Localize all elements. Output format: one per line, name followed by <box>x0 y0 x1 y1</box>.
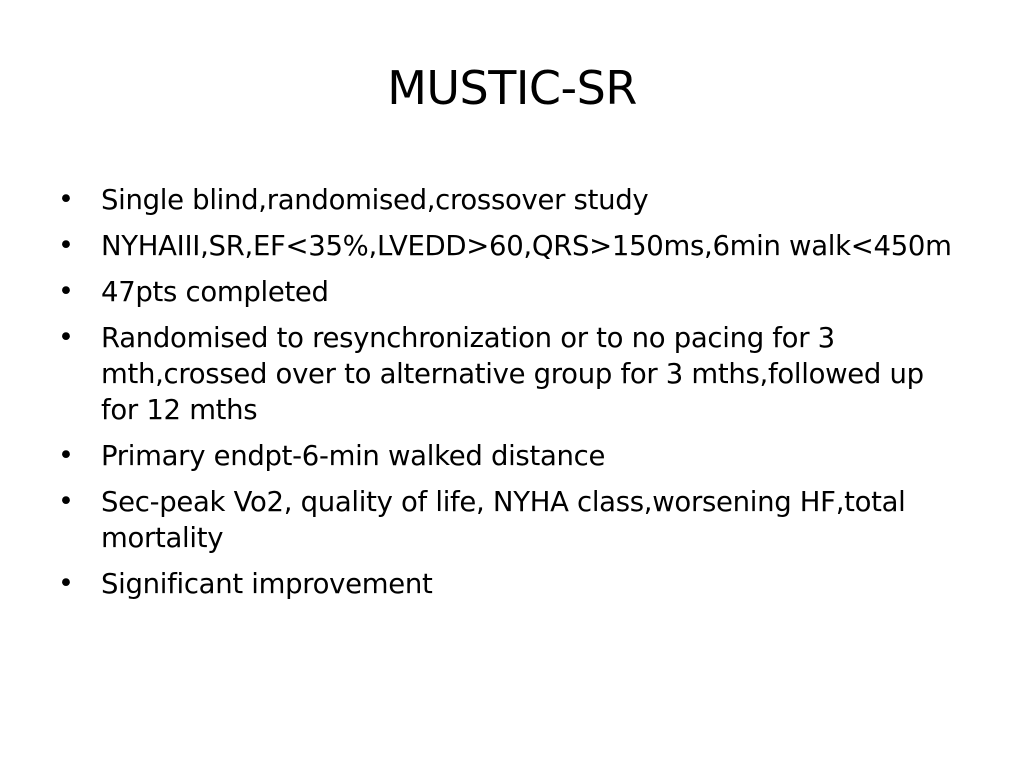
bullet-icon: • <box>58 322 74 353</box>
bullet-icon: • <box>58 230 74 261</box>
bullet-item <box>58 438 958 474</box>
bullet-icon: • <box>58 486 74 517</box>
bullet-text: Randomised to resynchronization or to no pacing for 3 mth,crossed over to alternative group for 3 mths,followed up for 12 mths <box>101 322 924 426</box>
bullet-text: Single blind,randomised,crossover study <box>101 184 649 216</box>
bullet-icon: • <box>58 568 74 599</box>
bullet-text: Sec-peak Vo2, quality of life, NYHA class,worsening HF,total mortality <box>101 486 906 554</box>
bullet-text: Primary endpt-6-min walked distance <box>101 440 606 472</box>
bullet-text: Significant improvement <box>101 568 433 600</box>
bullet-item <box>58 320 958 428</box>
bullet-list <box>58 182 958 612</box>
bullet-item <box>58 182 958 218</box>
bullet-icon: • <box>58 184 74 215</box>
bullet-item <box>58 484 958 556</box>
bullet-icon: • <box>58 440 74 471</box>
bullet-item <box>58 566 958 602</box>
bullet-item <box>58 228 958 264</box>
bullet-item <box>58 274 958 310</box>
bullet-text: 47pts completed <box>101 276 329 308</box>
bullet-text: NYHAIII,SR,EF<35%,LVEDD>60,QRS>150ms,6min walk<450m <box>101 230 952 262</box>
bullet-icon: • <box>58 276 74 307</box>
slide-title: MUSTIC-SR <box>387 61 637 115</box>
